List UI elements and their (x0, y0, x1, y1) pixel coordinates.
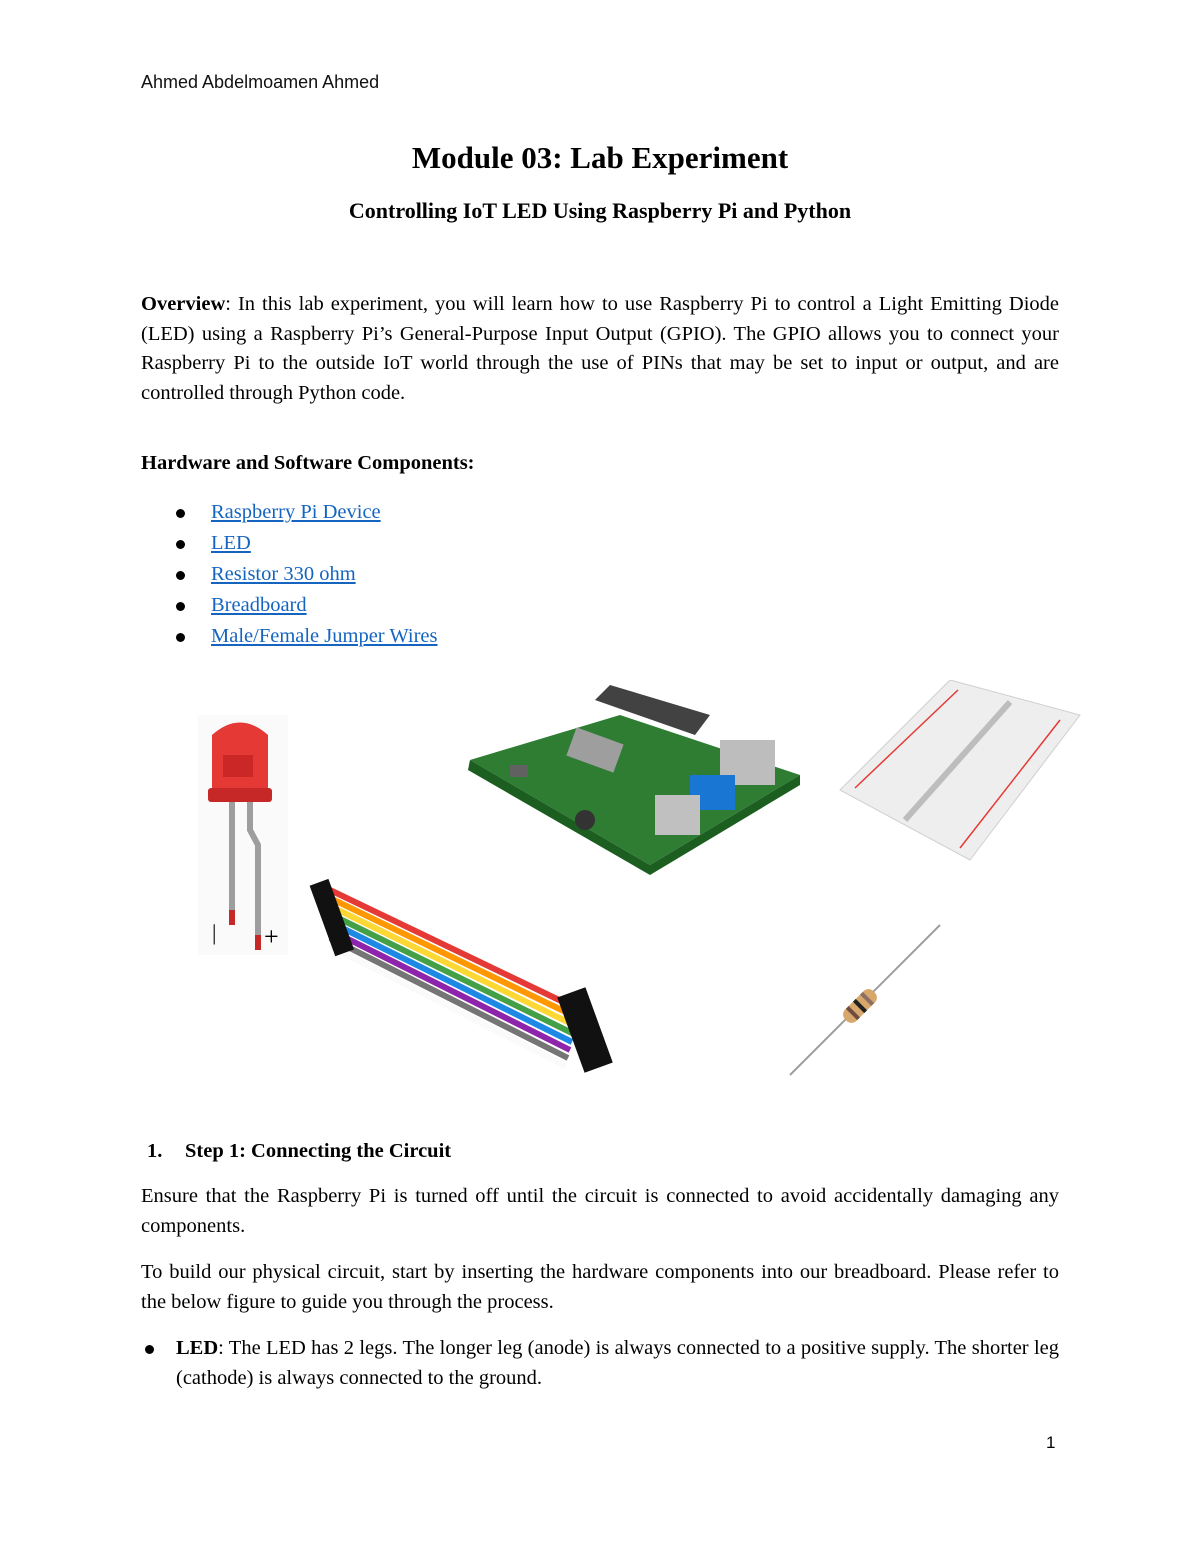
link-breadboard[interactable]: Breadboard (211, 594, 307, 616)
breadboard-illustration (840, 680, 1080, 860)
overview-paragraph (141, 290, 1059, 408)
led-bullet-label: LED (176, 1337, 219, 1359)
bullet-icon (176, 509, 185, 518)
page-subtitle: Controlling IoT LED Using Raspberry Pi and Python (348, 198, 852, 223)
link-raspberry-pi-device[interactable]: Raspberry Pi Device (211, 501, 381, 523)
list-item (172, 497, 438, 528)
link-jumper-wires[interactable]: Male/Female Jumper Wires (211, 625, 438, 647)
components-figure (190, 680, 1090, 1090)
overview-label: Overview (141, 293, 226, 315)
step1-paragraph-1: Ensure that the Raspberry Pi is turned off until the circuit is connected to avoid accidentally damaging any components. (141, 1185, 1059, 1237)
jumper-wires-illustration (310, 879, 613, 1073)
page-number: 1 (1046, 1433, 1056, 1452)
list-item (172, 621, 438, 652)
page-title: Module 03: Lab Experiment (411, 140, 789, 175)
overview-text: : In this lab experiment, you will learn how to use Raspberry Pi to control a Light Emitting Diode (LED) using a Raspberry Pi’s General-Purpose Input Output (GPIO). The GPIO allows you to connect your Raspberry Pi to the outside IoT world through the use of PINs that may be set to input or output, and are controlled through Python code. (141, 293, 1059, 404)
bullet-icon (176, 571, 185, 580)
led-illustration (198, 715, 288, 955)
bullet-icon (145, 1345, 154, 1354)
step1-heading (147, 1140, 451, 1163)
bullet-icon (176, 602, 185, 611)
resistor-illustration (790, 925, 940, 1075)
raspberry-pi-illustration (468, 685, 800, 875)
bullet-icon (176, 540, 185, 549)
led-minus-label: | (212, 920, 217, 945)
link-led[interactable]: LED (211, 532, 251, 554)
led-bullet-body: : The LED has 2 legs. The longer leg (anode) is always connected to a positive supply. The shorter leg (cathode) is always connected to the ground. (176, 1337, 1059, 1389)
step1-number: 1. (147, 1140, 163, 1162)
list-item (172, 590, 438, 621)
list-item (172, 528, 438, 559)
link-resistor[interactable]: Resistor 330 ohm (211, 563, 356, 585)
bullet-icon (176, 633, 185, 642)
components-list (172, 497, 438, 652)
header-author: Ahmed Abdelmoamen Ahmed (141, 72, 380, 92)
step1-title: Step 1: Connecting the Circuit (185, 1140, 452, 1162)
step1-paragraph-2: To build our physical circuit, start by inserting the hardware components into our breadboard. Please refer to the below figure to guide you through the process. (141, 1261, 1059, 1313)
led-bullet-text (176, 1334, 1059, 1393)
list-item (172, 559, 438, 590)
led-bullet (141, 1334, 1059, 1393)
components-heading: Hardware and Software Components: (141, 452, 475, 474)
led-plus-label: + (264, 922, 279, 951)
